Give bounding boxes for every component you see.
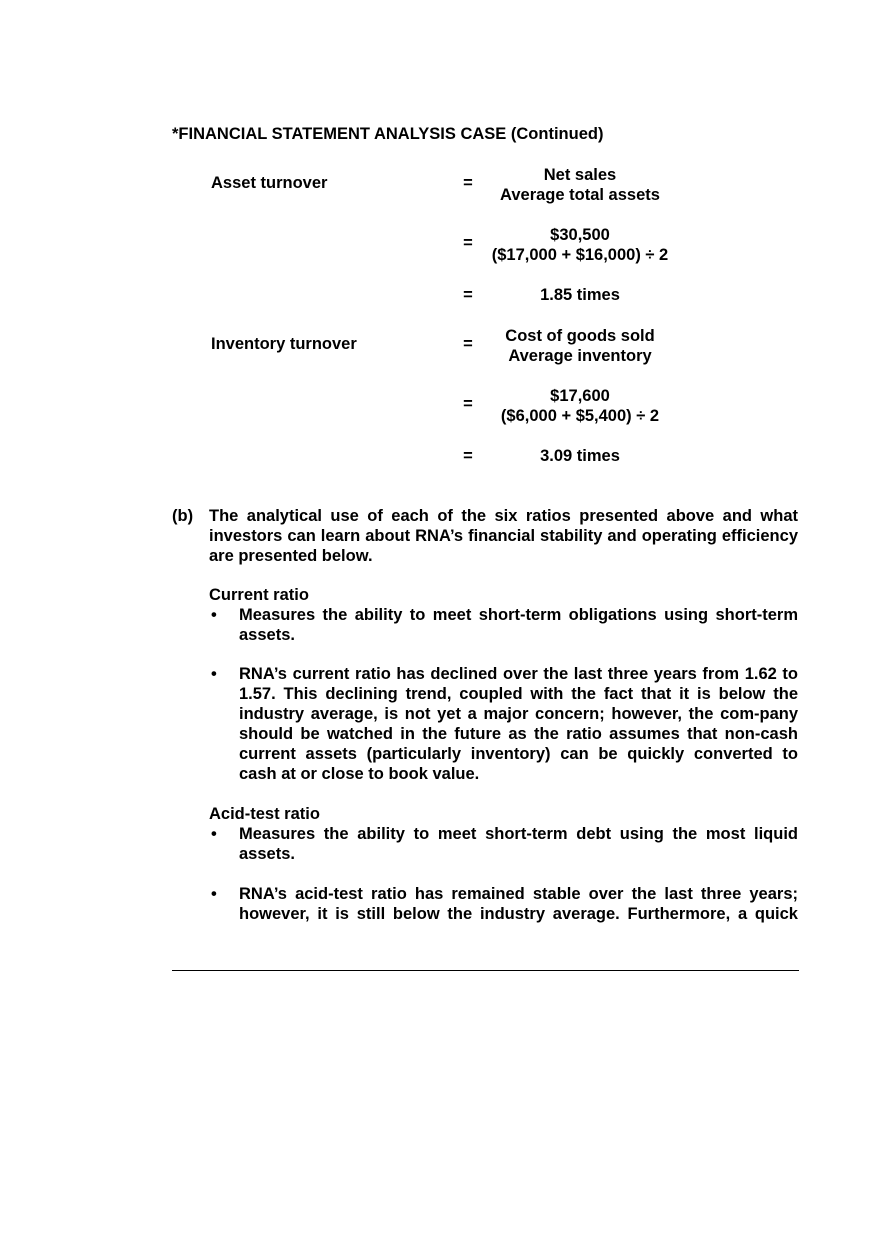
acid-test-ratio-heading: Acid-test ratio (209, 805, 320, 823)
calc-denominator: ($6,000 + $5,400) ÷ 2 (500, 407, 660, 425)
inventory-turnover-formula (476, 326, 684, 366)
acid-test-ratio-bullet-1: Measures the ability to meet short-term debt using the most liquid assets. (239, 825, 798, 863)
calc-numerator: $30,500 (550, 226, 610, 244)
footer-divider (172, 970, 799, 971)
equals-sign: = (463, 234, 473, 252)
asset-turnover-formula (476, 165, 684, 205)
equals-sign: = (463, 395, 473, 413)
bullet-point: • (211, 825, 217, 843)
current-ratio-bullet-1: Measures the ability to meet short-term obligations using short-term assets. (239, 606, 798, 644)
formula-numerator: Net sales (543, 166, 617, 184)
equals-sign: = (463, 335, 473, 353)
part-b-intro: The analytical use of each of the six ratios presented above and what investors can learn about RNA’s financial stability and operating efficiency are presented below. (209, 507, 798, 565)
equals-sign: = (463, 174, 473, 192)
equals-sign: = (463, 286, 473, 304)
equals-sign: = (463, 447, 473, 465)
page-title: *FINANCIAL STATEMENT ANALYSIS CASE (Continued) (172, 125, 604, 143)
asset-turnover-label: Asset turnover (211, 174, 328, 192)
current-ratio-bullet-2: RNA’s current ratio has declined over the last three years from 1.62 to 1.57. This declining trend, coupled with the fact that it is below the industry average, is not yet a major concern; however, the com-pany should be watched in the future as the ratio assumes that non-cash current assets (particularly inventory) can be quickly converted to cash at or close to book value. (239, 665, 798, 783)
bullet-point: • (211, 606, 217, 624)
formula-denominator: Average inventory (508, 347, 652, 365)
calc-denominator: ($17,000 + $16,000) ÷ 2 (491, 246, 669, 264)
asset-turnover-calculation (476, 225, 684, 265)
formula-numerator: Cost of goods sold (505, 327, 655, 345)
inventory-turnover-result: 3.09 times (540, 447, 620, 465)
formula-denominator: Average total assets (500, 186, 660, 204)
asset-turnover-result: 1.85 times (540, 286, 620, 304)
acid-test-ratio-bullet-2: RNA’s acid-test ratio has remained stable over the last three years; however, it is still below the industry average. Furthermore, a quick (239, 885, 798, 923)
calc-numerator: $17,600 (550, 387, 610, 405)
inventory-turnover-calculation (476, 386, 684, 426)
bullet-point: • (211, 885, 217, 903)
inventory-turnover-label: Inventory turnover (211, 335, 357, 353)
bullet-point: • (211, 665, 217, 683)
current-ratio-heading: Current ratio (209, 586, 309, 604)
part-b-marker: (b) (172, 507, 194, 525)
